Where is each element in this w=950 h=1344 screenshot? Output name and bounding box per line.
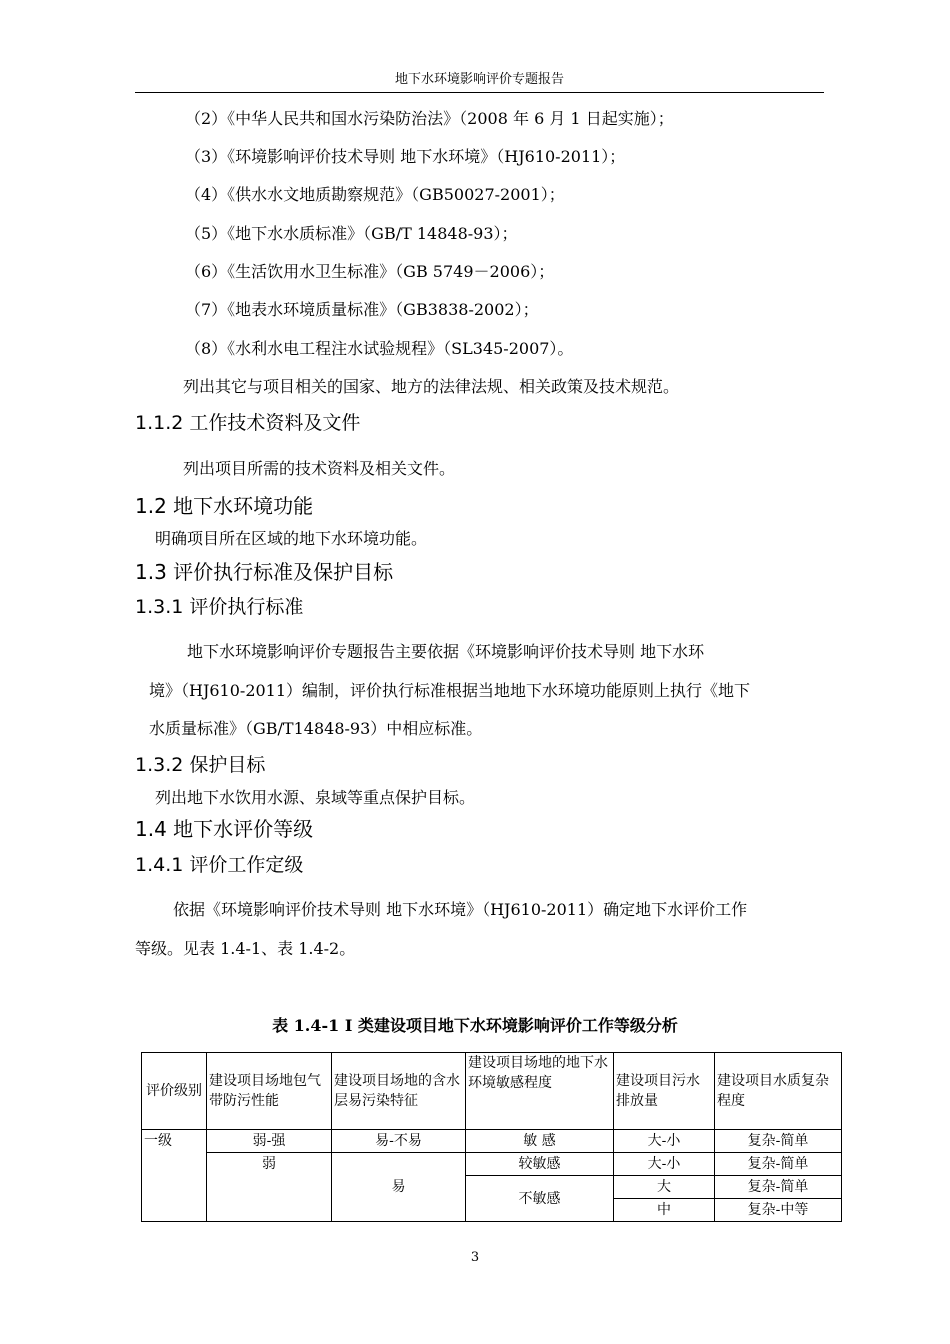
table-cell: 中 [614, 1199, 715, 1222]
table-cell: 复杂-简单 [715, 1130, 842, 1153]
table-cell: 弱-强 [207, 1130, 332, 1153]
section-heading: 1.3 评价执行标准及保护目标 [135, 560, 394, 584]
section-heading: 1.2 地下水环境功能 [135, 494, 314, 518]
table-cell: 不敏感 [466, 1176, 614, 1222]
section-heading: 1.4 地下水评价等级 [135, 817, 314, 841]
header-cell: 建设项目水质复杂程度 [715, 1053, 842, 1130]
header-cell: 建设项目场地的含水层易污染特征 [332, 1053, 466, 1130]
paragraph: 列出项目所需的技术资料及相关文件。 [183, 459, 456, 478]
reference-item: （4）《供水水文地质勘察规范》（GB50027-2001）； [185, 185, 565, 204]
header-cell: 建设项目场地的地下水环境敏感程度 [466, 1053, 614, 1130]
reference-note: 列出其它与项目相关的国家、地方的法律法规、相关政策及技术规范。 [183, 377, 680, 396]
header-cell: 建设项目场地包气带防污性能 [207, 1053, 332, 1130]
reference-item: （5）《地下水水质标准》（GB/T 14848-93）； [185, 224, 518, 243]
reference-item: （6）《生活饮用水卫生标准》（GB 5749－2006）； [185, 262, 555, 281]
table-cell: 复杂-中等 [715, 1199, 842, 1222]
header-cell: 评价级别 [142, 1053, 207, 1130]
table-caption: 表 1.4-1 I 类建设项目地下水环境影响评价工作等级分析 [272, 1016, 678, 1035]
page-header: 地下水环境影响评价专题报告 [135, 70, 824, 93]
paragraph-line: 依据《环境影响评价技术导则 地下水环境》（HJ610-2011）确定地下水评价工作 [173, 900, 748, 919]
paragraph: 明确项目所在区域的地下水环境功能。 [155, 529, 428, 548]
section-heading: 1.1.2 工作技术资料及文件 [135, 412, 361, 434]
paragraph-line: 地下水环境影响评价专题报告主要依据《环境影响评价技术导则 地下水环 [187, 642, 705, 661]
header-cell: 建设项目污水排放量 [614, 1053, 715, 1130]
section-heading: 1.4.1 评价工作定级 [135, 854, 304, 876]
paragraph-line: 等级。见表 1.4-1、表 1.4-2。 [135, 939, 356, 958]
table-cell: 大 [614, 1176, 715, 1199]
table-cell: 易-不易 [332, 1130, 466, 1153]
table-cell: 复杂-简单 [715, 1176, 842, 1199]
reference-item: （7）《地表水环境质量标准》（GB3838-2002）； [185, 300, 539, 319]
page-number: 3 [470, 1250, 480, 1265]
table-cell: 弱 [207, 1153, 332, 1222]
table-cell: 复杂-简单 [715, 1153, 842, 1176]
section-heading: 1.3.1 评价执行标准 [135, 596, 304, 618]
reference-item: （2）《中华人民共和国水污染防治法》（2008 年 6 月 1 日起实施）； [185, 109, 674, 128]
table-cell: 一级 [142, 1130, 207, 1222]
table-row [142, 1130, 842, 1153]
table-header-row [142, 1053, 842, 1130]
table-cell: 大-小 [614, 1153, 715, 1176]
paragraph-line: 境》（HJ610-2011）编制，评价执行标准根据当地地下水环境功能原则上执行《地下 [149, 681, 751, 700]
reference-item: （8）《水利水电工程注水试验规程》（SL345-2007）。 [185, 339, 574, 358]
table-row [142, 1153, 842, 1176]
paragraph-line: 水质量标准》（GB/T14848-93）中相应标准。 [149, 719, 483, 738]
table-cell: 大-小 [614, 1130, 715, 1153]
section-heading: 1.3.2 保护目标 [135, 754, 266, 776]
grade-table [141, 1052, 842, 1222]
table-cell: 敏 感 [466, 1130, 614, 1153]
paragraph: 列出地下水饮用水源、泉域等重点保护目标。 [155, 788, 476, 807]
table-cell: 易 [332, 1153, 466, 1222]
table-cell: 较敏感 [466, 1153, 614, 1176]
reference-item: （3）《环境影响评价技术导则 地下水环境》（HJ610-2011）； [185, 147, 626, 166]
